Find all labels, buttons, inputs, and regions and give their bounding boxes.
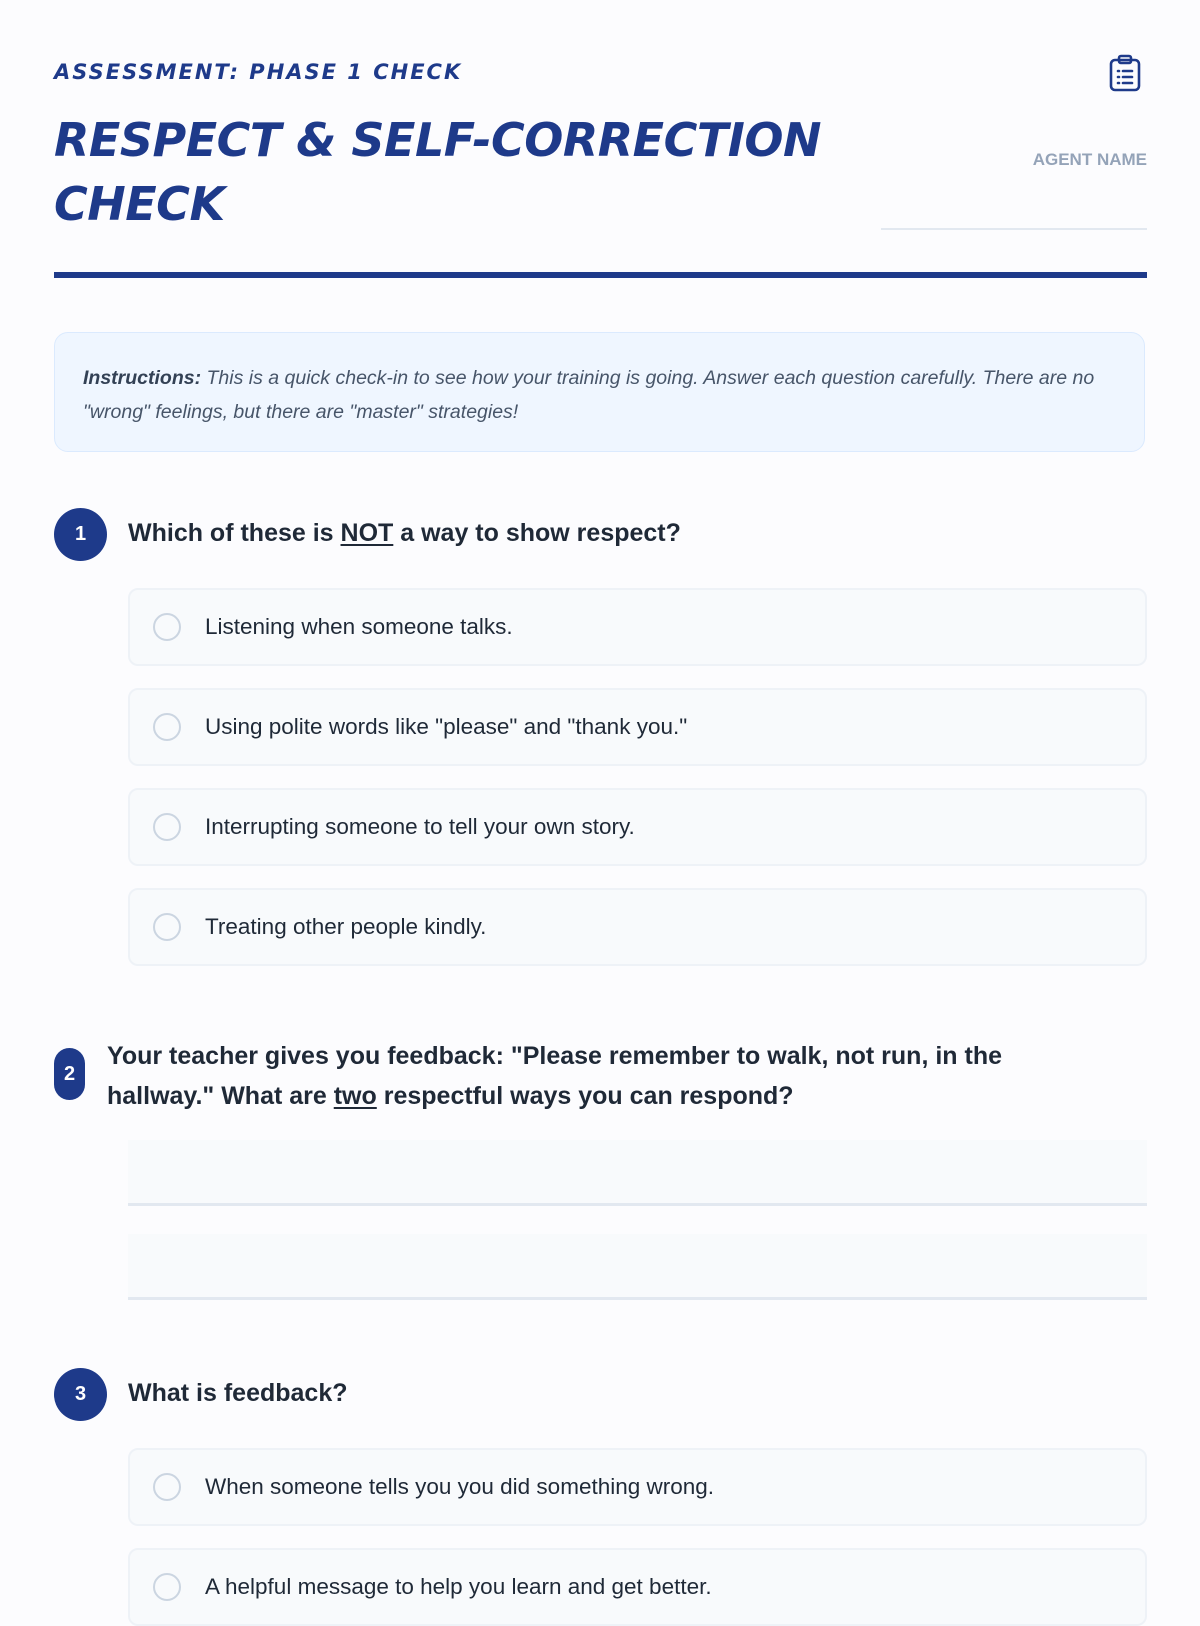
question-1-text: Which of these is NOT a way to show respect? [128, 519, 681, 547]
question-3-text: What is feedback? [128, 1379, 348, 1407]
radio-button[interactable] [153, 613, 181, 641]
question-number-badge: 3 [54, 1368, 107, 1421]
agent-name-field[interactable] [881, 228, 1147, 230]
clipboard-list-icon [1108, 54, 1142, 92]
option-label: Listening when someone talks. [205, 614, 513, 639]
option-label: A helpful message to help you learn and get better. [205, 1574, 712, 1599]
answer-option[interactable] [128, 688, 1147, 766]
radio-button[interactable] [153, 813, 181, 841]
question-number-badge: 2 [54, 1048, 85, 1100]
worksheet-header [54, 0, 1147, 282]
instructions-box [54, 332, 1145, 452]
written-answer-field[interactable] [128, 1234, 1147, 1300]
title-line-2: CHECK [54, 177, 225, 231]
worksheet-page [54, 0, 1147, 1599]
radio-button[interactable] [153, 1473, 181, 1501]
answer-option[interactable] [128, 588, 1147, 666]
radio-button[interactable] [153, 913, 181, 941]
radio-button[interactable] [153, 713, 181, 741]
radio-button[interactable] [153, 1573, 181, 1601]
option-label: Interrupting someone to tell your own story. [205, 814, 635, 839]
question-2-text: Your teacher gives you feedback: "Please remember to walk, not run, in the hallway." What are two respectful ways you can respond? [107, 1042, 1002, 1110]
title-line-1: RESPECT & SELF-CORRECTION [54, 113, 821, 167]
written-answer-field[interactable] [128, 1140, 1147, 1206]
answer-option[interactable] [128, 1548, 1147, 1626]
instructions-lead: Instructions: [83, 367, 202, 389]
option-label: When someone tells you you did something wrong. [205, 1474, 715, 1499]
answer-option[interactable] [128, 788, 1147, 866]
page-title [54, 108, 894, 236]
agent-name-label: AGENT NAME [1032, 150, 1147, 169]
question-number-badge: 1 [54, 508, 107, 561]
header-divider [54, 272, 1147, 278]
option-label: Treating other people kindly. [205, 914, 487, 939]
instructions-text: This is a quick check-in to see how your training is going. Answer each question carefully. There are no "wrong" feelings, but there are "master" strategies! [83, 367, 1095, 423]
answer-option[interactable] [128, 888, 1147, 966]
answer-option[interactable] [128, 1448, 1147, 1526]
assessment-kicker: ASSESSMENT: PHASE 1 CHECK [54, 60, 463, 84]
option-label: Using polite words like "please" and "thank you." [205, 714, 688, 739]
